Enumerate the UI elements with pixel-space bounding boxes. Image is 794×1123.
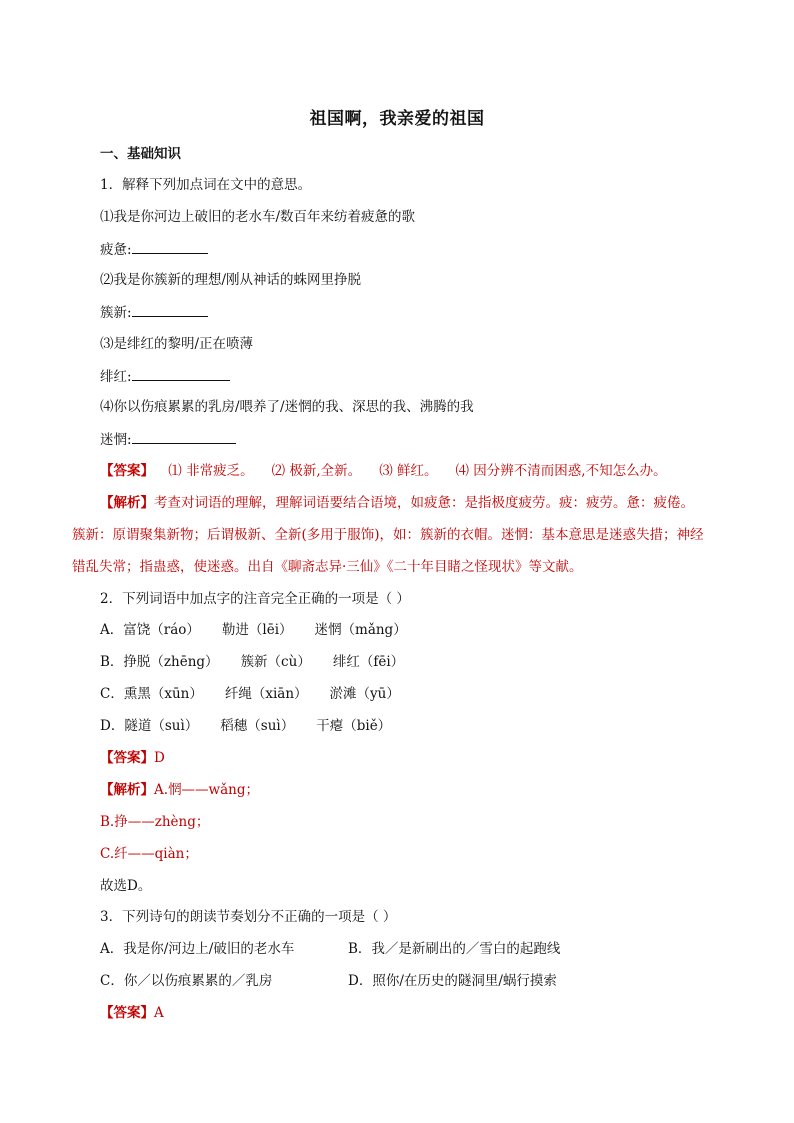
option-text: 照你/在历史的隧洞里/蜗行摸索 xyxy=(372,973,557,989)
q2-analysis-row xyxy=(100,780,259,800)
q1-item-1: ⑴我是你河边上破旧的老水车/数百年来纺着疲惫的歌 xyxy=(100,209,416,225)
answer-blank[interactable] xyxy=(132,302,208,317)
option-text: 我是你/河边上/破旧的老水车 xyxy=(123,941,295,957)
option-text: 我／是新刷出的／雪白的起跑线 xyxy=(371,941,561,957)
q2-term: 簇新（cù） xyxy=(240,654,311,670)
q1-blank-row-3 xyxy=(100,366,230,387)
q1-blank-row-1 xyxy=(100,239,208,260)
option-label: B． xyxy=(348,941,372,957)
q1-answer-2: ⑵ 极新,全新。 xyxy=(271,463,362,479)
q2-option-b[interactable] xyxy=(100,652,426,672)
q2-term: 淤滩（yū） xyxy=(329,686,400,702)
q3-option-b[interactable] xyxy=(348,941,560,957)
q2-term: 稻穗（suì） xyxy=(220,718,295,734)
q1-item-3: ⑶是绯红的黎明/正在喷薄 xyxy=(100,336,254,352)
q2-term: 熏黑（xūn） xyxy=(123,686,203,702)
q1-analysis-line-3: 错乱失常；指蛊惑，使迷惑。出自《聊斋志异·三仙》《二十年目睹之怪现状》等文献。 xyxy=(72,559,583,575)
q3-answer: A xyxy=(154,1005,164,1021)
q3-answer-row xyxy=(100,1003,164,1023)
answer-blank[interactable] xyxy=(132,429,236,444)
option-text: 你／以伤痕累累的／乳房 xyxy=(123,973,273,989)
q1-analysis-row-1 xyxy=(100,493,694,513)
answer-tag: 【答案】 xyxy=(100,750,154,766)
q1-item-4: ⑷你以伤痕累累的乳房/喂养了/迷惘的我、深思的我、沸腾的我 xyxy=(100,399,474,415)
analysis-tag: 【解析】 xyxy=(100,495,154,511)
q2-option-c[interactable] xyxy=(100,684,422,704)
q1-answer-row xyxy=(100,461,667,481)
q2-term: 挣脱（zhēng） xyxy=(123,654,219,670)
option-label: D． xyxy=(100,718,125,734)
answer-tag: 【答案】 xyxy=(100,1005,154,1021)
q2-stem: 2．下列词语中加点字的注音完全正确的一项是（ ） xyxy=(100,591,410,607)
answer-blank[interactable] xyxy=(132,239,208,254)
q2-term: 富饶（ráo） xyxy=(123,622,200,638)
q3-options-row-1 xyxy=(100,939,560,959)
option-label: B． xyxy=(100,654,124,670)
answer-blank[interactable] xyxy=(132,366,230,381)
q3-option-c[interactable] xyxy=(100,971,348,991)
option-label: A． xyxy=(100,622,124,638)
option-label: C． xyxy=(100,973,124,989)
q3-options-row-2 xyxy=(100,971,557,991)
q2-term: 绯红（fēi） xyxy=(332,654,405,670)
q2-term: 纤绳（xiān） xyxy=(224,686,308,702)
q3-stem: 3．下列诗句的朗读节奏划分不正确的一项是（ ） xyxy=(100,909,397,925)
q2-term: 干瘪（biě） xyxy=(316,718,392,734)
q1-word-1: 疲惫: xyxy=(100,242,132,258)
q3-option-d[interactable] xyxy=(348,973,557,989)
q2-analysis-line-1: A.惘——wǎng； xyxy=(154,782,259,798)
q1-item-2: ⑵我是你簇新的理想/刚从神话的蛛网里挣脱 xyxy=(100,272,362,288)
q2-term: 迷惘（mǎng） xyxy=(314,622,407,638)
option-label: A． xyxy=(100,941,124,957)
analysis-tag: 【解析】 xyxy=(100,782,154,798)
answer-tag: 【答案】 xyxy=(100,463,154,479)
q1-word-4: 迷惘: xyxy=(100,432,132,448)
section-heading: 一、基础知识 xyxy=(100,146,181,162)
q1-word-2: 簇新: xyxy=(100,305,132,321)
q1-stem: 1．解释下列加点词在文中的意思。 xyxy=(100,177,312,193)
q2-analysis-line-2: B.挣——zhèng； xyxy=(100,814,210,830)
option-label: D． xyxy=(348,973,373,989)
q2-conclusion: 故选D。 xyxy=(100,878,152,894)
q2-option-d[interactable] xyxy=(100,716,413,736)
q1-blank-row-2 xyxy=(100,302,208,323)
q1-answer-1: ⑴ 非常疲乏。 xyxy=(168,463,254,479)
q1-blank-row-4 xyxy=(100,429,236,450)
q2-answer-row xyxy=(100,748,165,768)
option-label: C． xyxy=(100,686,124,702)
q1-answer-3: ⑶ 鲜红。 xyxy=(379,463,438,479)
q2-option-a[interactable] xyxy=(100,620,429,640)
q2-term: 隧道（suì） xyxy=(124,718,199,734)
q1-analysis-line-2: 簇新：原谓聚集新物；后谓极新、全新(多用于服饰)，如：簇新的衣帽。迷惘：基本意思是迷惑失措；神经 xyxy=(72,527,704,543)
page-title: 祖国啊，我亲爱的祖国 xyxy=(309,109,485,129)
q1-word-3: 绯红: xyxy=(100,369,132,385)
q2-analysis-line-3: C.纤——qiàn； xyxy=(100,846,198,862)
q1-analysis-line-1: 考查对词语的理解，理解词语要结合语境，如疲惫：是指极度疲劳。疲：疲劳。惫：疲倦。 xyxy=(154,495,694,511)
q1-answer-4: ⑷ 因分辨不清而困惑,不知怎么办。 xyxy=(455,463,667,479)
q2-answer: D xyxy=(154,750,165,766)
q2-term: 勒进（lēi） xyxy=(221,622,293,638)
q3-option-a[interactable] xyxy=(100,939,348,959)
